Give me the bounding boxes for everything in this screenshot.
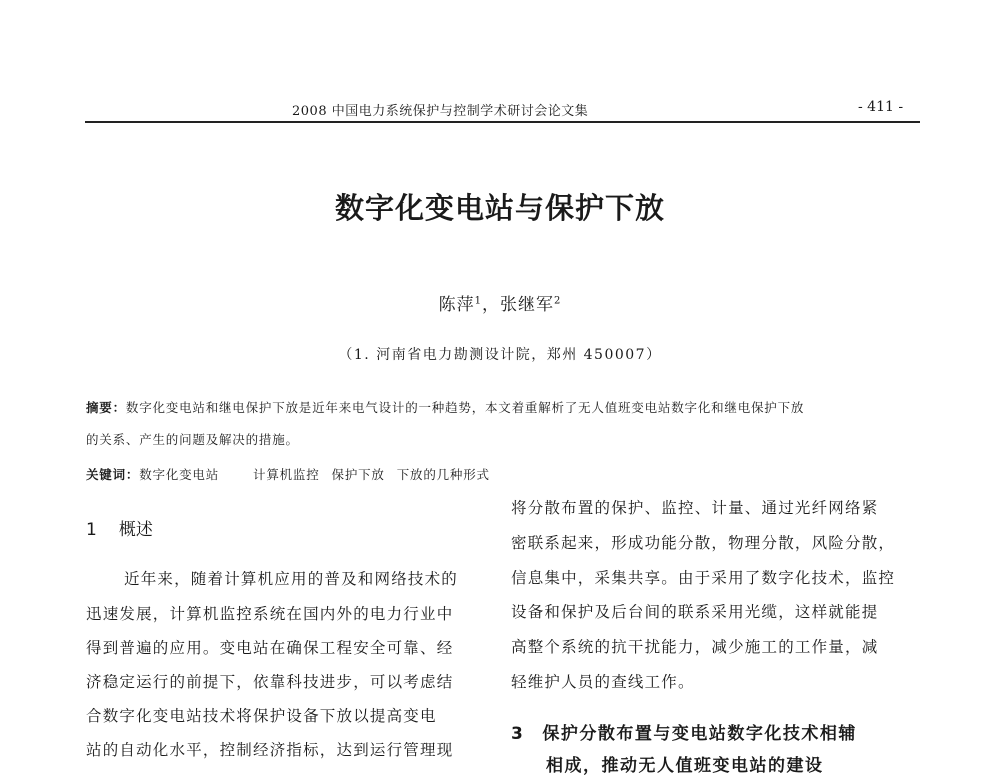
body-line: 高整个系统的抗干扰能力，减少施工的工作量，减 bbox=[511, 638, 879, 656]
section-number: 1 bbox=[86, 520, 97, 540]
keyword: 数字化变电站 bbox=[139, 467, 220, 482]
page-number: - 411 - bbox=[858, 99, 904, 115]
author-line bbox=[0, 290, 1000, 315]
abstract-text: 数字化变电站和继电保护下放是近年来电气设计的一种趋势，本文着重解析了无人值班变电站数字化和继电保护下放 bbox=[125, 400, 805, 415]
header-rule bbox=[85, 121, 920, 123]
body-line: 密联系起来，形成功能分散，物理分散，风险分散， bbox=[511, 534, 896, 552]
body-line: 迅速发展，计算机监控系统在国内外的电力行业中 bbox=[86, 605, 454, 623]
keyword: 计算机监控 bbox=[253, 467, 320, 482]
keywords-label: 关键词： bbox=[86, 467, 140, 482]
body-line: 轻维护人员的查线工作。 bbox=[511, 673, 695, 691]
section-3-heading-line-2: 相成，推动无人值班变电站的建设 bbox=[546, 756, 824, 776]
body-line: 设备和保护及后台间的联系采用光缆，这样就能提 bbox=[511, 603, 879, 621]
body-line: 站的自动化水平，控制经济指标，达到运行管理现 bbox=[86, 741, 454, 759]
body-line: 济稳定运行的前提下，依靠科技进步，可以考虑结 bbox=[86, 673, 454, 691]
keywords-line bbox=[86, 465, 490, 483]
keyword: 下放的几种形式 bbox=[396, 467, 490, 482]
abstract-line-2: 的关系、产生的问题及解决的措施。 bbox=[86, 432, 299, 447]
author-separator: ， bbox=[482, 295, 500, 315]
author-affil-mark: 2 bbox=[554, 295, 562, 307]
author-name: 张继军 bbox=[500, 295, 554, 315]
section-number: 3 bbox=[511, 724, 525, 744]
abstract-label: 摘要： bbox=[86, 400, 126, 415]
body-line: 合数字化变电站技术将保护设备下放以提高变电 bbox=[86, 707, 437, 725]
body-line: 得到普遍的应用。变电站在确保工程安全可靠、经 bbox=[86, 639, 454, 657]
body-line: 信息集中，采集共享。由于采用了数字化技术，监控 bbox=[511, 569, 896, 587]
section-title: 概述 bbox=[118, 520, 153, 540]
running-header-title: 2008 中国电力系统保护与控制学术研讨会论文集 bbox=[292, 104, 589, 119]
keyword: 保护下放 bbox=[331, 467, 385, 482]
affiliation: （1. 河南省电力勘测设计院，郑州 450007） bbox=[338, 347, 662, 363]
body-line: 将分散布置的保护、监控、计量、通过光纤网络紧 bbox=[511, 499, 879, 517]
author-name: 陈萍 bbox=[438, 295, 475, 315]
body-line: 近年来，随着计算机应用的普及和网络技术的 bbox=[124, 570, 459, 588]
section-title: 保护分散布置与变电站数字化技术相辅 bbox=[542, 724, 857, 744]
section-3-heading-line-1 bbox=[511, 719, 857, 744]
author-affil-mark: 1 bbox=[474, 295, 482, 307]
section-1-heading bbox=[86, 515, 153, 540]
paper-title: 数字化变电站与保护下放 bbox=[334, 191, 665, 225]
abstract-line-1 bbox=[86, 398, 804, 416]
